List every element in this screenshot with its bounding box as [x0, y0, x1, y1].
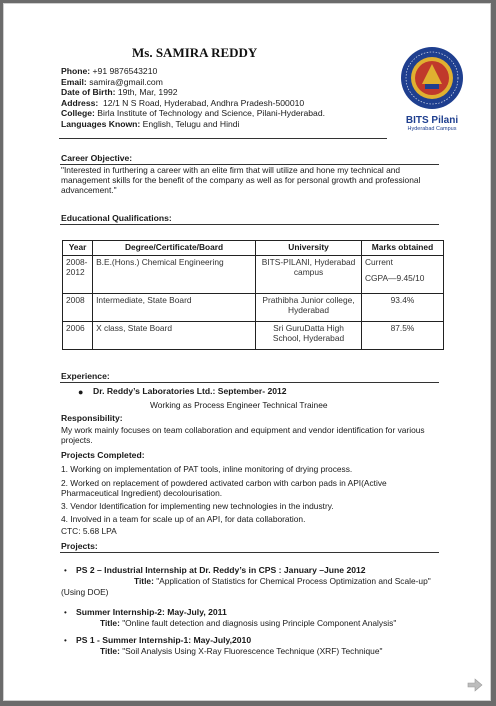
bullet-icon: •	[64, 566, 67, 575]
cell-degree: B.E.(Hons.) Chemical Engineering	[93, 256, 256, 294]
col-university: University	[256, 241, 362, 256]
project-title-label: Title:	[100, 646, 120, 656]
bullet-icon: •	[64, 636, 67, 645]
college-row	[61, 108, 325, 119]
project-heading: Summer Internship-2: May-July, 2011	[76, 607, 227, 617]
cell-degree: Intermediate, State Board	[93, 294, 256, 322]
logo-caption	[394, 115, 470, 133]
ctc-text: CTC: 5.68 LPA	[61, 526, 117, 536]
experience-divider	[60, 382, 439, 383]
projects-title: Projects:	[61, 541, 98, 551]
candidate-name: Ms. SAMIRA REDDY	[132, 45, 258, 60]
cell-year: 2008	[63, 294, 93, 322]
col-year: Year	[63, 241, 93, 256]
dob-row	[61, 87, 325, 98]
career-objective-text: "Interested in furthering a career with an elite firm that will utilize and hone my technical and management skills for the benefit of the company as well as for personal growth and professional advancement."	[61, 165, 421, 195]
address-value: 12/1 N S Road, Hyderabad, Andhra Pradesh-500010	[103, 97, 305, 108]
col-degree: Degree/Certificate/Board	[93, 241, 256, 256]
cell-marks: 87.5%	[361, 322, 443, 350]
project-title-line	[100, 646, 382, 656]
project-extra: (Using DOE)	[61, 587, 109, 597]
education-header-row	[63, 241, 444, 256]
cell-university: Prathibha Junior college, Hyderabad	[256, 294, 362, 322]
phone-label: Phone:	[61, 66, 91, 76]
table-row	[63, 322, 444, 350]
phone-row	[61, 66, 325, 77]
languages-label: Languages Known:	[61, 118, 141, 129]
table-row	[63, 294, 444, 322]
education-title: Educational Qualifications:	[61, 213, 172, 223]
cell-university: BITS-PILANI, Hyderabad campus	[256, 256, 362, 294]
phone-value: +91 9876543210	[92, 66, 158, 76]
project-completed-item: 1. Working on implementation of PAT tools, inline monitoring of drying process.	[61, 464, 353, 474]
responsibility-text: My work mainly focuses on team collaboration and equipment and vendor identification for various projects.	[61, 425, 425, 445]
project-completed-item: 2. Worked on replacement of powdered activated carbon with carbon pads in API(Active Pharmaceutical Ingredient) decolourisation.	[61, 478, 387, 498]
project-title-text: "Soil Analysis Using X-Ray Fluorescence Technique (XRF) Technique"	[122, 646, 383, 656]
experience-company: Dr. Reddy’s Laboratories Ltd.: September- 2012	[93, 386, 287, 396]
cell-year: 2006	[63, 322, 93, 350]
project-heading: PS 2 – Industrial Internship at Dr. Reddy’s in CPS : January –June 2012	[76, 565, 366, 575]
experience-title: Experience:	[61, 371, 110, 381]
address-label: Address:	[61, 97, 99, 108]
project-completed-item: 4. Involved in a team for scale up of an API, for data collaboration.	[61, 514, 306, 524]
project-title-text: "Application of Statistics for Chemical Process Optimization and Scale-up"	[156, 576, 431, 586]
bullet-icon: ●	[78, 387, 84, 397]
email-label: Email:	[61, 76, 87, 87]
header-divider	[59, 138, 387, 139]
cell-marks: 93.4%	[361, 294, 443, 322]
projects-completed-title: Projects Completed:	[61, 450, 145, 460]
dob-label: Date of Birth:	[61, 87, 116, 97]
project-title-line	[134, 576, 431, 586]
col-marks: Marks obtained	[361, 241, 443, 256]
project-title-line	[100, 618, 396, 628]
contact-block	[61, 66, 325, 129]
project-title-label: Title:	[134, 576, 154, 586]
cell-university: Sri GuruDatta High School, Hyderabad	[256, 322, 362, 350]
cell-degree: X class, State Board	[93, 322, 256, 350]
projects-divider	[60, 552, 439, 553]
marks-cgpa: CGPA—9.45/10	[364, 273, 425, 283]
project-title-text: "Online fault detection and diagnosis using Principle Component Analysis"	[122, 618, 397, 628]
email-value[interactable]: samira@gmail.com	[89, 76, 163, 87]
table-row	[63, 256, 444, 294]
education-table	[62, 240, 444, 350]
bullet-icon: •	[64, 608, 67, 617]
languages-row	[61, 119, 325, 130]
education-divider	[60, 224, 439, 225]
cell-year: 2008-2012	[63, 256, 93, 294]
dob-value: 19th, Mar, 1992	[117, 87, 178, 97]
right-arrow-icon[interactable]	[467, 678, 483, 692]
logo-bits-text: BITS Pilani	[405, 115, 459, 126]
email-row	[61, 77, 325, 88]
project-title-label: Title:	[100, 618, 120, 628]
cell-marks	[361, 256, 443, 294]
experience-role: Working as Process Engineer Technical Trainee	[150, 400, 328, 410]
college-value: Birla Institute of Technology and Science, Pilani-Hyderabad.	[97, 108, 326, 118]
languages-value: English, Telugu and Hindi	[142, 118, 240, 129]
college-label: College:	[61, 108, 95, 118]
address-row	[61, 98, 325, 109]
project-completed-item: 3. Vendor Identification for implementing new technologies in the industry.	[61, 501, 334, 511]
career-objective-title: Career Objective:	[61, 153, 133, 163]
resume-page	[3, 3, 491, 701]
responsibility-title: Responsibility:	[61, 413, 123, 423]
logo-campus-text: Hyderabad Campus	[407, 126, 457, 132]
project-heading: PS 1 - Summer Internship-1: May-July,2010	[76, 635, 252, 645]
marks-status: Current	[364, 257, 393, 267]
